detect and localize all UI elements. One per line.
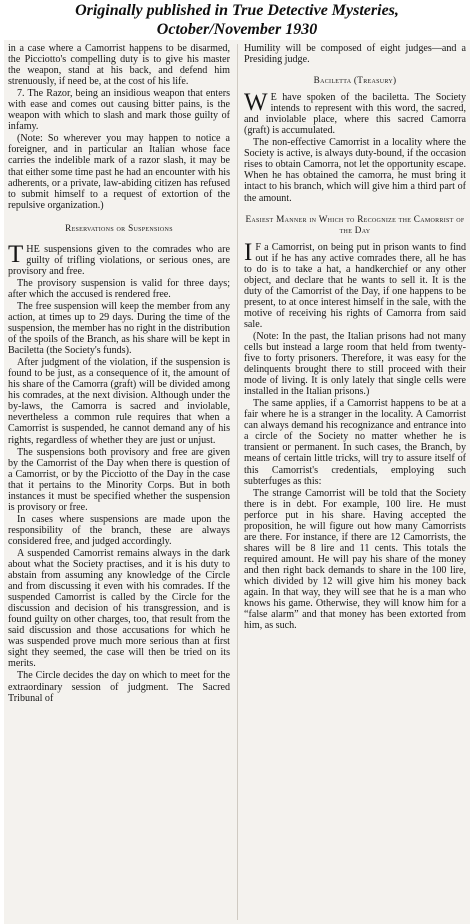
paragraph: A suspended Camorrist remains always in the dark about what the Society practises, and it is his duty to abstain from assuming any knowledge of the Circle and from discussing it even with his comrades. If the suspended Camorrist is called by the Circle for the discussion and decision of his transgression, and is found guilty on other charges, too, that result from the said discussion and those accusations for which he was suspended prove much more serious than at first sight they seemed, the case will then be tried on its merits.	[8, 547, 230, 670]
header-line-2: October/November 1930	[156, 21, 318, 38]
paragraph: The suspensions both provisory and free are given by the Camorrist of the Day when there is question of a Camorrist, or by the Picciotto of the Day in the case that it pertains to the Minority Corps. But in both instances it must be specified whether the suspension is provisory or free.	[8, 446, 230, 513]
section-heading: Reservations or Suspensions	[65, 222, 173, 233]
drop-cap: I	[244, 238, 253, 266]
paragraph: 7. The Razor, being an insidious weapon that enters with ease and comes out causing bitter pains, is the weapon with which to slash and mark those guilty of infamy.	[8, 88, 230, 133]
paragraph: The non-effective Camorrist in a locality where the Society is active, is always duty-bound, if the occasion rises to obtain Camorra, not let the opportunity escape. When he has obtained the camorra, he must bring it intact to his branch, which will give him a third part of the amount.	[244, 137, 466, 204]
paragraph-text: E have spoken of the baciletta. The Society intends to represent with this word, the sacred, and inviolable place, where this sacred Camorra (graft) is accumulated.	[244, 92, 466, 137]
header-line-1: Originally published in True Detective Mysteries,	[75, 2, 399, 19]
paragraph-with-dropcap	[8, 240, 230, 277]
paragraph: The Circle decides the day on which to meet for the extraordinary session of judgment. The Sacred Tribunal of	[8, 670, 230, 704]
paragraph: After judgment of the violation, if the suspension is found to be just, as a consequence of it, the amount of his share of the Camorra (graft) will be divided among his comrades, at the next division. Although under the by-laws, the Camorra is sacred and inviolable, nevertheless a common rule requires that when a Camorrist is suspended, he cannot demand any of his rights, regardless of whether they are just or unjust.	[8, 357, 230, 446]
section-heading: Baciletta (Treasury)	[313, 75, 397, 86]
paragraph: Humility will be composed of eight judges—and a Presiding judge.	[244, 43, 466, 66]
drop-cap: T	[8, 240, 24, 268]
paragraph: The provisory suspension is valid for three days; after which the accused is rendered free.	[8, 277, 230, 300]
paragraph: The free suspension will keep the member from any action, at times up to 29 days. During the time of the suspension, the member has no right in the distribution of the spoils of the Branch, as his share will be kept in Baciletta (the Society's funds).	[8, 300, 230, 357]
paragraph: The same applies, if a Camorrist happens to be at a fair where he is a stranger in the locality. A Camorrist can always demand his recognizance and entrance into a circle of the Society no matter whether he is transient or permanent. In such cases, the Branch, by means of certain little tricks, will try to assure itself of this Camorrist's credentials, employing such subterfuges as this:	[244, 398, 466, 487]
paragraph-with-dropcap	[244, 238, 466, 330]
paragraph: in a case where a Camorrist happens to be disarmed, the Picciotto's compelling duty is to give his master the weapon, stand at his back, and defend him strenuously, if need be, at the cost of his life.	[8, 43, 230, 88]
drop-cap: W	[244, 89, 268, 117]
right-column	[244, 43, 466, 632]
paragraph: (Note: In the past, the Italian prisons had not many cells but instead a large room that held from twenty-five to forty prisoners. Therefore, it was easy for the delinquents brought there to still proceed with their mode of living. It is only lately that single cells were installed in the Italian prisons.)	[244, 330, 466, 398]
column-divider	[237, 44, 238, 920]
paragraph-text: F a Camorrist, on being put in prison wants to find out if he has any active comrades there, all he has to do is to take a hat, a handkerchief or any other object, and declare that he wants to sell it. It is the duty of the Camorrist of the Day, if one happens to be present, to at once interest himself in the sale, with the motive of receiving his rights of Camorra from said sale.	[244, 241, 466, 330]
paragraph: The strange Camorrist will be told that the Society there is in debt. For example, 100 lire. He must perforce put in his share. Having accepted the proposition, he will figure out how many Camorrists are there. For instance, if there are 12 Camorrists, the shares will be 8 lire and 11 cents. This totals the required amount. He will pay his share of the money and then right back demands to share in the 100 lire, which divided by 12 will give him his money back again. In that way, they will see that he is a man who knows his game. Otherwise, they will know him for a “false alarm” and that money has been extorted from him, as such.	[244, 487, 466, 632]
left-column	[8, 43, 230, 705]
paragraph-text: HE suspensions given to the comrades who are guilty of trifling violations, or serious ones, are provisory and free.	[8, 243, 230, 277]
paragraph: In cases where suspensions are made upon the responsibility of the branch, these are always considered free, and judged accordingly.	[8, 513, 230, 547]
publication-header	[0, 0, 474, 45]
scanned-article	[4, 40, 470, 924]
paragraph-with-dropcap	[244, 89, 466, 137]
section-heading: Easiest Manner in Which to Recognize the Camorrist of the Day	[245, 213, 465, 235]
paragraph: (Note: So wherever you may happen to notice a foreigner, and in particular an Italian whose face carries the indelible mark of a razor slash, it may be that either some time past he had an encounter with his adherents, or a private, law-abiding citizen has refused to submit himself to a request of extortion of the repulsive organization.)	[8, 133, 230, 211]
